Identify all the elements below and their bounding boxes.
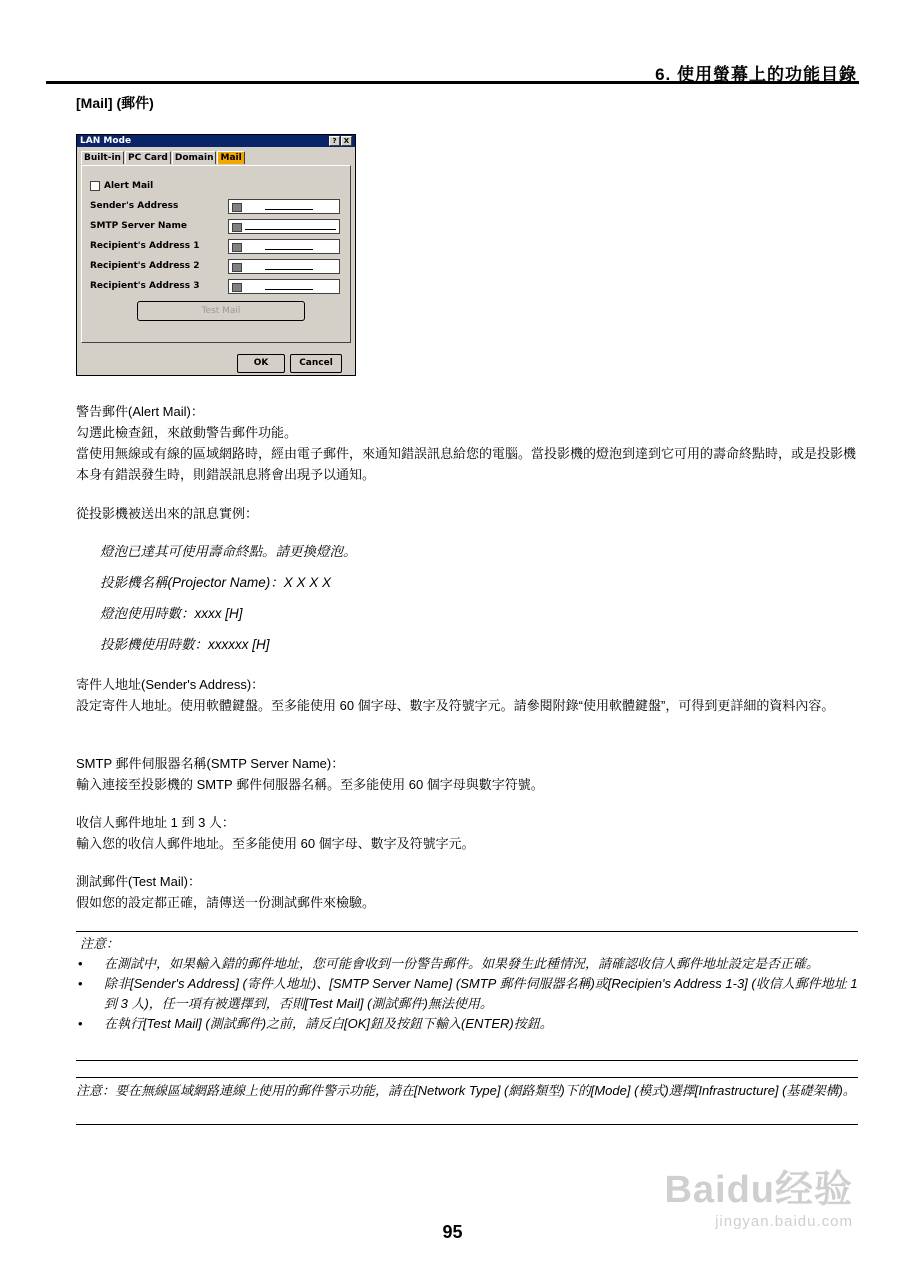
keyboard-icon[interactable] bbox=[232, 263, 242, 272]
help-button[interactable]: ? bbox=[329, 136, 340, 146]
baidu-watermark bbox=[664, 1158, 853, 1230]
page-number: 95 bbox=[442, 1222, 463, 1242]
note-divider-bottom bbox=[76, 1060, 858, 1061]
chapter-title: 6. 使用螢幕上的功能目錄 bbox=[655, 65, 857, 84]
alert-mail-checkbox[interactable] bbox=[90, 181, 100, 191]
note-bullet: • 除非[Sender's Address] (寄件人地址)、[SMTP Server Name] (SMTP 郵件伺服器名稱)或[Recipien's Address 1-3] (收信人郵件地址 1 到 3 人)，任一項有被選擇到，否則[Test Mail] (測試郵件)無法使用。 bbox=[76, 974, 858, 1014]
smtp-server-name-field[interactable] bbox=[228, 219, 340, 234]
senders-address-field[interactable] bbox=[228, 199, 340, 214]
alert-mail-heading: 警告郵件(Alert Mail)： bbox=[76, 404, 204, 419]
note2-text: 注意：要在無線區域網路連線上使用的郵件警示功能，請在[Network Type] (網路類型)下的[Mode] (模式)選擇[Infrastructure] (基礎架構)。 bbox=[76, 1083, 856, 1098]
smtp-server-name-label: SMTP Server Name bbox=[90, 221, 187, 231]
smtp-heading: SMTP 郵件伺服器名稱(SMTP Server Name)： bbox=[76, 756, 345, 771]
alert-mail-section bbox=[76, 401, 858, 485]
test-mail-section bbox=[76, 871, 858, 913]
close-button[interactable]: X bbox=[341, 136, 352, 146]
tab-mail[interactable]: Mail bbox=[217, 151, 244, 164]
example-line: 投影機使用時數：xxxxxx [H] bbox=[100, 637, 270, 652]
sender-section bbox=[76, 674, 858, 716]
alert-mail-option[interactable] bbox=[90, 181, 153, 191]
recipient-address-3-label: Recipient's Address 3 bbox=[90, 281, 200, 291]
senders-address-label: Sender's Address bbox=[90, 201, 179, 211]
example-line: 燈泡使用時數：xxxx [H] bbox=[100, 606, 243, 621]
smtp-body: 輸入連接至投影機的 SMTP 郵件伺服器名稱。至多能使用 60 個字母與數字符號。 bbox=[76, 777, 544, 792]
tab-domain[interactable]: Domain bbox=[172, 151, 217, 164]
note-divider-top bbox=[76, 931, 858, 932]
recipient-heading: 收信人郵件地址 1 到 3 人： bbox=[76, 815, 235, 830]
recipient-address-1-label: Recipient's Address 1 bbox=[90, 241, 200, 251]
recipient-address-1-field[interactable] bbox=[228, 239, 340, 254]
watermark-logo-text: Baidu经验 bbox=[664, 1169, 853, 1211]
alert-mail-line1: 勾選此檢查鈕，來啟動警告郵件功能。 bbox=[76, 425, 298, 440]
section-title: [Mail] (郵件) bbox=[76, 95, 154, 111]
keyboard-icon[interactable] bbox=[232, 203, 242, 212]
dialog-tabs bbox=[81, 151, 246, 164]
cancel-button[interactable]: Cancel bbox=[290, 354, 342, 373]
test-mail-heading: 測試郵件(Test Mail)： bbox=[76, 874, 201, 889]
mail-panel bbox=[81, 165, 351, 343]
note-list bbox=[76, 954, 858, 1034]
recipient-address-2-label: Recipient's Address 2 bbox=[90, 261, 200, 271]
example-line: 投影機名稱(Projector Name)：X X X X bbox=[100, 575, 332, 590]
example-line: 燈泡已達其可使用壽命終點。請更換燈泡。 bbox=[100, 544, 357, 559]
recipient-address-3-field[interactable] bbox=[228, 279, 340, 294]
recipient-section bbox=[76, 812, 858, 854]
tab-built-in[interactable]: Built-in bbox=[81, 151, 124, 164]
alert-mail-label: Alert Mail bbox=[104, 181, 154, 191]
keyboard-icon[interactable] bbox=[232, 283, 242, 292]
note-title: 注意： bbox=[80, 936, 120, 951]
note-bullet: • 在測試中，如果輸入錯的郵件地址，您可能會收到一份警告郵件。如果發生此種情況，請確認收信人郵件地址設定是否正確。 bbox=[76, 954, 858, 974]
dialog-titlebar bbox=[77, 135, 355, 147]
sender-heading: 寄件人地址(Sender's Address)： bbox=[76, 677, 265, 692]
test-mail-body: 假如您的設定都正確，請傳送一份測試郵件來檢驗。 bbox=[76, 895, 376, 910]
note2-divider-bottom bbox=[76, 1124, 858, 1125]
test-mail-button[interactable]: Test Mail bbox=[137, 301, 305, 321]
tab-pc-card[interactable]: PC Card bbox=[125, 151, 171, 164]
keyboard-icon[interactable] bbox=[232, 243, 242, 252]
note-bullet: • 在執行[Test Mail] (測試郵件)之前，請反白[OK]鈕及按鈕下輸入(ENTER)按鈕。 bbox=[76, 1014, 858, 1034]
watermark-url: jingyan.baidu.com bbox=[715, 1213, 853, 1230]
example-heading: 從投影機被送出來的訊息實例： bbox=[76, 506, 259, 521]
sender-body: 設定寄件人地址。使用軟體鍵盤。至多能使用 60 個字母、數字及符號字元。請參閱附錄“使用軟體鍵盤”，可得到更詳細的資料內容。 bbox=[76, 698, 835, 713]
alert-mail-line2: 當使用無線或有線的區域網路時，經由電子郵件，來通知錯誤訊息給您的電腦。當投影機的燈泡到達到它可用的壽命終點時，或是投影機本身有錯誤發生時，則錯誤訊息將會出現予以通知。 bbox=[76, 446, 857, 482]
recipient-body: 輸入您的收信人郵件地址。至多能使用 60 個字母、數字及符號字元。 bbox=[76, 836, 475, 851]
note-block bbox=[76, 934, 858, 1034]
note2-divider-top bbox=[76, 1077, 858, 1078]
keyboard-icon[interactable] bbox=[232, 223, 242, 232]
dialog-title: LAN Mode bbox=[80, 136, 132, 146]
lan-mode-dialog bbox=[76, 134, 356, 376]
header-divider bbox=[46, 81, 859, 84]
recipient-address-2-field[interactable] bbox=[228, 259, 340, 274]
ok-button[interactable]: OK bbox=[237, 354, 285, 373]
smtp-section bbox=[76, 753, 858, 795]
